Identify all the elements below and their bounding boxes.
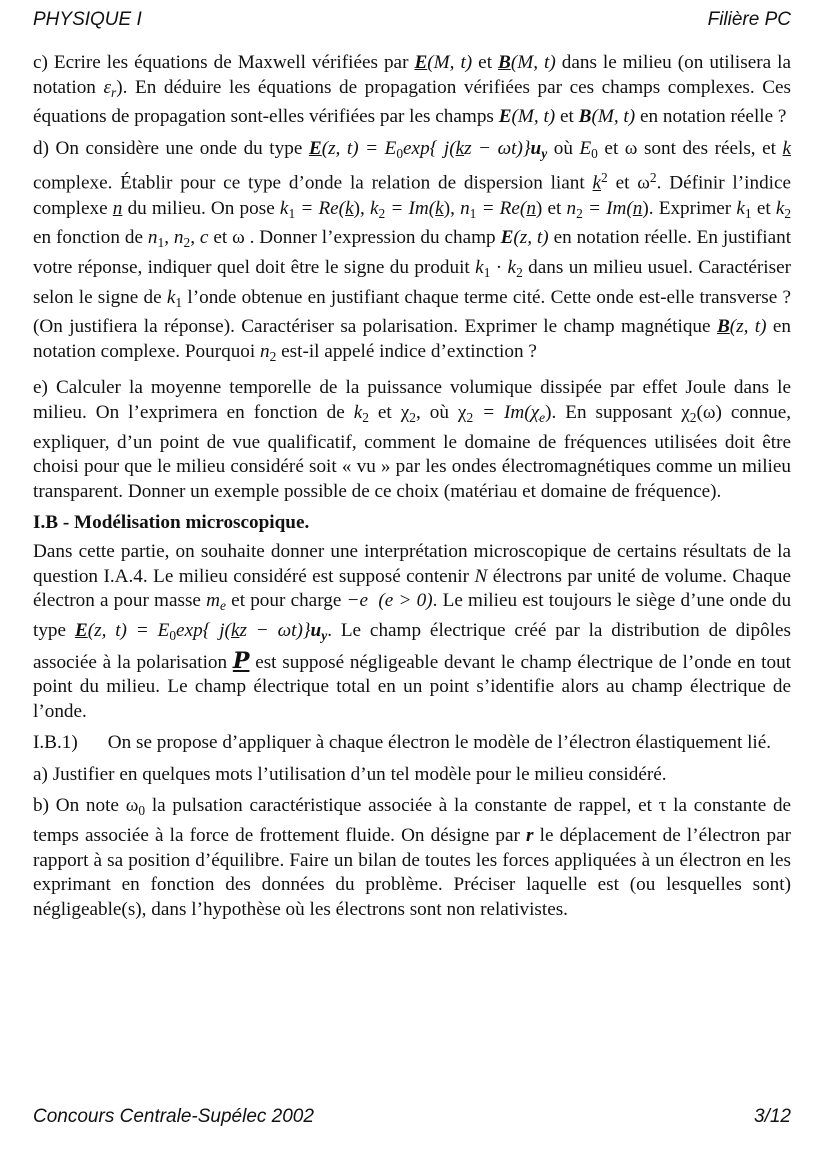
header-left: PHYSIQUE I [33,9,142,30]
question-d: d) On considère une onde du type E(z, $t) = E_0\exp${ $j(kz - \omega t)\}u_y$ où $E_0$ et ω sont des réels, et k complexe. Établir pour ce type d’onde la relation de dispersion liant $k^2$ et $\omega^2$. Définir l’indice complexe n du milieu. On pose $k_1 = Re(k)$, $k_2 = Im(k)$, $n_1 = Re(n)$ et $n_2 = Im(n)$. Exprimer $k_1$ et $k_2$ en fonction de $n_1$, $n_2$, c et ω . Donner l’expression du champ E(z, t) en notation réelle. En justifiant votre réponse, indiquer quel doit être le signe du produit $k_1 \cdot k_2$ dans un milieu usuel. Caractériser selon le signe de $k_1$ l’onde obtenue en justifiant chaque terme cité. Cette onde est-elle transverse ? (On justifiera la réponse). Caractériser sa polarisation. Exprimer le champ magnétique B(z, t) en notation complexe. Pourquoi $n_2$ est-il appelé indice d’extinction ? [33,137,792,364]
footer-page-number: 3/12 [754,1106,791,1127]
question-ib1-a: a) Justifier en quelques mots l’utilisation d’un tel modèle pour le milieu considéré. [33,763,667,785]
question-ib1-b: b) On note $\omega_0$ la pulsation caractéristique associée à la constante de rappel, et τ la constante de temps associée à la force de frottement fluide. On désigne par r le déplacement de l’électron par rapport à sa position d’équilibre. Faire un bilan de toutes les forces appliquées à un électron en les exprimant en fonction des données du problème. Préciser laquelle est (ou lesquelles sont) négligeable(s), dans l’hypothèse où les électrons sont non relativistes. [33,795,792,920]
question-e: e) Calculer la moyenne temporelle de la puissance volumique dissipée par effet Joule dans le milieu. On l’exprimera en fonction de $k_2$ et $\chi_2$, où $\chi_2 = Im(\chi_e)$. En supposant $\chi_2(\omega)$ connue, expliquer, d’un point de vue qualificatif, comment le domaine de fréquences utilisées doit être choisi pour que le milieu considéré soit « vu » par les ondes électromagnétiques comme un milieu transparent. Donner un exemple possible de ce choix (matériau et domaine de fréquence). [33,377,792,502]
header-right: Filière PC [707,9,791,30]
question-ib1: I.B.1) On se propose d’appliquer à chaque électron le modèle de l’électron élastiquement lié. [33,732,772,754]
footer-left: Concours Centrale-Supélec 2002 [33,1106,314,1127]
section-ib-intro: Dans cette partie, on souhaite donner une interprétation microscopique de certains résultats de la question I.A.4. Le milieu considéré est supposé contenir N électrons par unité de volume. Chaque électron a pour masse $m_e$ et pour charge −e (e > 0). Le milieu est toujours le siège d’une onde du type E(z, $t) = E_0\exp${ $j(kz - \omega t)\}u_y$. Le champ électrique créé par la distribution de dipôles associée à la polarisation P est supposé négligeable devant le champ électrique de l’onde en tout point du milieu. Le champ électrique total en un point s’identifie alors au champ électrique de l’onde. [33,541,792,722]
polarisation-symbol: P [232,647,250,674]
question-c: c) Ecrire les équations de Maxwell vérifiées par E(M, t) et B(M, t) dans le milieu (on utilisera la notation $\varepsilon_r$). En déduire les équations de propagation vérifiées par ces champs complexes. Ces équations de propagation sont-elles vérifiées par les champs E(M, t) et B(M, t) en notation réelle ? [33,52,792,128]
section-title-ib: I.B - Modélisation microscopique. [33,512,310,534]
page-footer [33,1106,791,1128]
page-content [33,51,791,929]
page-header [33,9,791,31]
